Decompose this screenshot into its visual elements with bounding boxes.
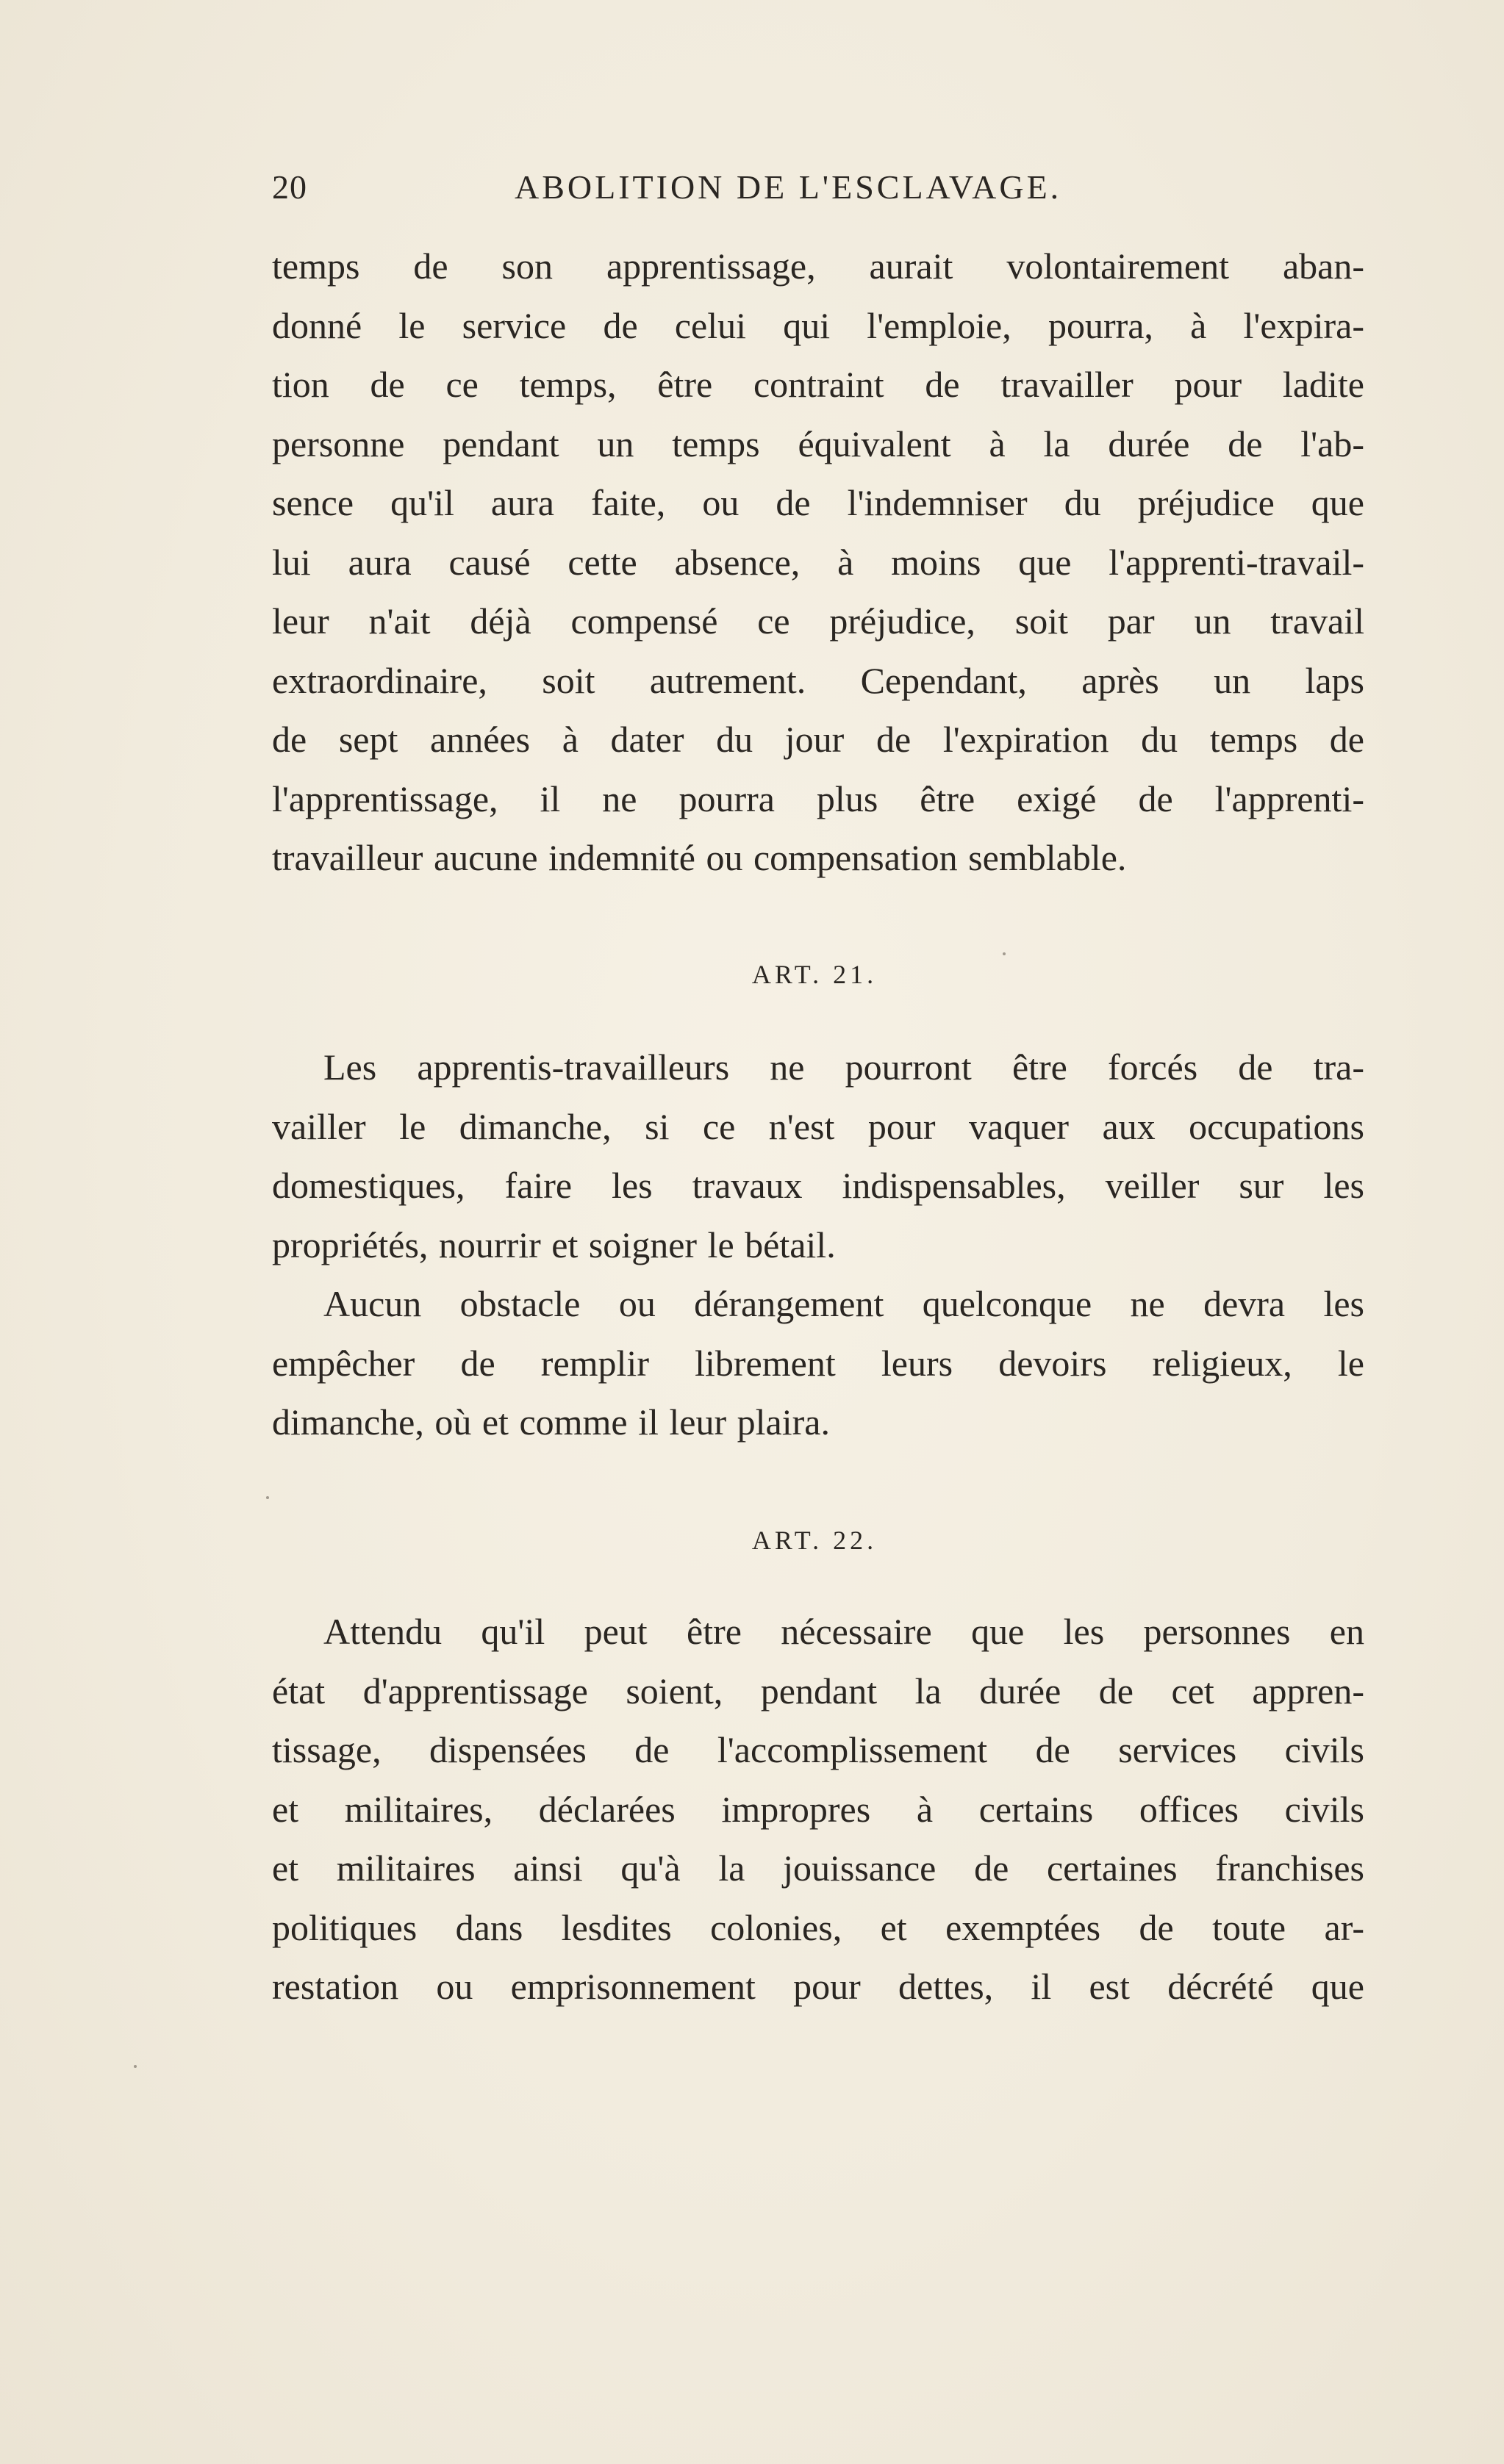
text-line: temps de son apprentissage, aurait volontairement aban- — [272, 245, 1364, 287]
text-line: restation ou emprisonnement pour dettes, il est décrété que — [272, 1966, 1364, 2007]
page-header — [272, 168, 1139, 212]
text-line: travailleur aucune indemnité ou compensation semblable. — [272, 837, 1127, 878]
text-line: extraordinaire, soit autrement. Cependant, après un laps — [272, 659, 1364, 701]
text-line: et militaires, déclarées impropres à certains offices civils — [272, 1788, 1364, 1830]
text-line: état d'apprentissage soient, pendant la durée de cet appren- — [272, 1670, 1364, 1711]
paper-speck — [1003, 952, 1006, 955]
article-22-heading: ART. 22. — [751, 1526, 878, 1555]
text-line: empêcher de remplir librement leurs devoirs religieux, le — [272, 1342, 1364, 1384]
text-line: l'apprentissage, il ne pourra plus être exigé de l'apprenti- — [272, 777, 1364, 819]
text-line: dimanche, où et comme il leur plaira. — [272, 1401, 830, 1443]
text-line: tion de ce temps, être contraint de travailler pour ladite — [272, 364, 1364, 405]
paper-speck — [266, 1496, 269, 1499]
text-line: de sept années à dater du jour de l'expiration du temps de — [272, 719, 1364, 760]
paper-speck — [134, 2065, 137, 2068]
page-number: 20 — [272, 168, 307, 206]
text-line: tissage, dispensées de l'accomplissement de services civils — [272, 1729, 1364, 1770]
text-line: propriétés, nourrir et soigner le bétail. — [272, 1224, 836, 1265]
text-line: Attendu qu'il peut être nécessaire que les personnes en — [323, 1611, 1364, 1652]
paragraph-continuation — [272, 237, 1364, 888]
text-line: leur n'ait déjà compensé ce préjudice, soit par un travail — [272, 600, 1364, 642]
text-line: donné le service de celui qui l'emploie, pourra, à l'expira- — [272, 304, 1364, 346]
article-22-text — [272, 1602, 1364, 2016]
text-line: domestiques, faire les travaux indispensables, veiller sur les — [272, 1165, 1364, 1206]
text-line: vailler le dimanche, si ce n'est pour vaquer aux occupations — [272, 1105, 1364, 1147]
article-21-text — [272, 1038, 1364, 1452]
text-line: politiques dans lesdites colonies, et exemptées de toute ar- — [272, 1906, 1364, 1948]
text-line: lui aura causé cette absence, à moins que l'apprenti-travail- — [272, 541, 1364, 583]
text-line: et militaires ainsi qu'à la jouissance de certaines franchises — [272, 1847, 1364, 1889]
text-line: Les apprentis-travailleurs ne pourront être forcés de tra- — [323, 1046, 1364, 1088]
text-line: Aucun obstacle ou dérangement quelconque ne devra les — [323, 1283, 1364, 1324]
text-line: sence qu'il aura faite, ou de l'indemniser du préjudice que — [272, 482, 1364, 523]
article-21-heading: ART. 21. — [751, 960, 878, 989]
running-title: ABOLITION DE L'ESCLAVAGE. — [515, 168, 1062, 206]
text-line: personne pendant un temps équivalent à la durée de l'ab- — [272, 423, 1364, 464]
